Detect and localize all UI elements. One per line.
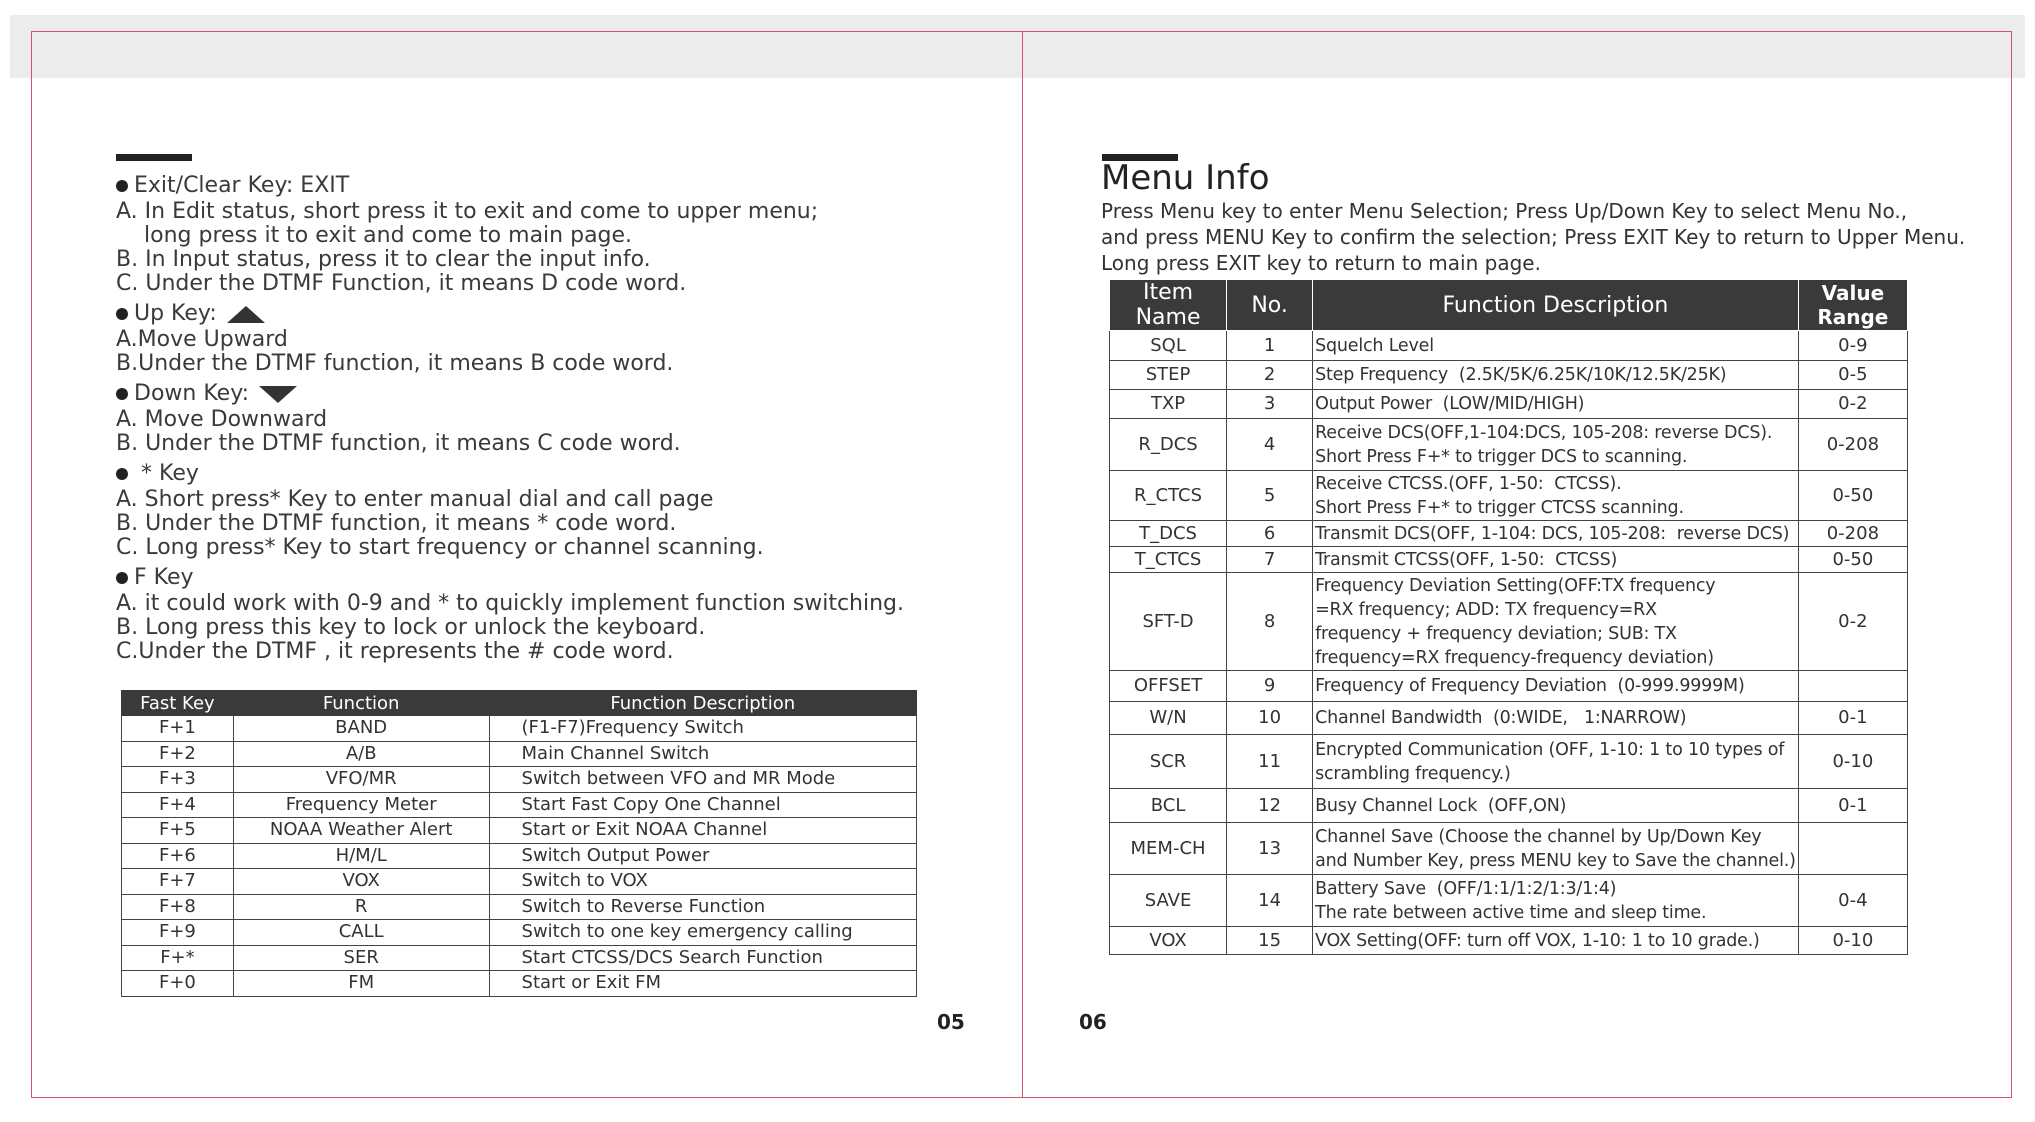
table-row xyxy=(122,920,917,946)
item-name-cell: R_CTCS xyxy=(1110,471,1227,521)
fast-key-cell: F+* xyxy=(122,945,234,971)
menu-header-row xyxy=(1110,280,1908,331)
table-row xyxy=(1110,390,1908,419)
function-header: Function xyxy=(233,691,489,716)
table-row xyxy=(1110,927,1908,955)
table-row xyxy=(122,894,917,920)
description-line: and Number Key, press MENU key to Save the channel.) xyxy=(1315,850,1796,871)
number-cell: 12 xyxy=(1227,789,1313,823)
value-range-cell: 0-10 xyxy=(1798,927,1907,955)
table-row xyxy=(122,843,917,869)
description-cell xyxy=(1313,521,1799,547)
function-cell: CALL xyxy=(233,920,489,946)
table-row xyxy=(122,716,917,742)
key-heading-text: F Key xyxy=(134,565,194,590)
number-cell: 15 xyxy=(1227,927,1313,955)
description-cell xyxy=(1313,875,1799,927)
key-description-line: C. Long press* Key to start frequency or channel scanning. xyxy=(116,535,764,560)
menu-info-table xyxy=(1109,279,1908,955)
bullet-icon xyxy=(116,468,128,480)
description-cell xyxy=(1313,927,1799,955)
fast-key-cell: F+9 xyxy=(122,920,234,946)
item-name-cell: T_DCS xyxy=(1110,521,1227,547)
description-line: Receive CTCSS.(OFF, 1-50: CTCSS). xyxy=(1315,473,1622,494)
key-heading-text: Down Key: xyxy=(134,381,250,406)
description-cell: Start CTCSS/DCS Search Function xyxy=(489,945,916,971)
fast-key-cell: F+3 xyxy=(122,767,234,793)
key-description-line: A. Short press* Key to enter manual dial and call page xyxy=(116,487,714,512)
fast-key-header-row xyxy=(122,691,917,716)
function-cell: VOX xyxy=(233,869,489,895)
function-cell: NOAA Weather Alert xyxy=(233,818,489,844)
description-cell xyxy=(1313,361,1799,390)
item-name-cell: STEP xyxy=(1110,361,1227,390)
value-range-cell: 0-2 xyxy=(1798,390,1907,419)
number-cell: 13 xyxy=(1227,823,1313,875)
key-description-line: B.Under the DTMF function, it means B code word. xyxy=(116,351,674,376)
description-cell xyxy=(1313,331,1799,361)
value-range-cell: 0-1 xyxy=(1798,789,1907,823)
table-row xyxy=(1110,735,1908,789)
key-heading xyxy=(116,380,936,408)
table-row xyxy=(1110,573,1908,671)
description-cell: Switch to one key emergency calling xyxy=(489,920,916,946)
description-cell xyxy=(1313,671,1799,702)
item-name-cell: OFFSET xyxy=(1110,671,1227,702)
key-description-line: B. Long press this key to lock or unlock the keyboard. xyxy=(116,615,706,640)
section-marker-bar xyxy=(116,154,192,161)
table-row xyxy=(122,767,917,793)
value-range-cell: 0-1 xyxy=(1798,702,1907,735)
description-line: =RX frequency; ADD: TX frequency=RX xyxy=(1315,599,1657,620)
description-cell xyxy=(1313,789,1799,823)
function-cell: VFO/MR xyxy=(233,767,489,793)
item-name-cell: R_DCS xyxy=(1110,419,1227,471)
fast-key-cell: F+0 xyxy=(122,971,234,997)
description-cell: Switch to Reverse Function xyxy=(489,894,916,920)
intro-line: Long press EXIT key to return to main page. xyxy=(1101,251,1541,275)
fast-key-cell: F+7 xyxy=(122,869,234,895)
bullet-icon xyxy=(116,308,128,320)
description-line: Short Press F+* to trigger DCS to scanning. xyxy=(1315,446,1688,467)
table-row xyxy=(122,945,917,971)
intro-line: Press Menu key to enter Menu Selection; Press Up/Down Key to select Menu No., xyxy=(1101,199,1908,223)
menu-info-intro xyxy=(1101,198,1981,276)
function-description-header: Function Description xyxy=(1313,280,1799,331)
fast-key-table xyxy=(121,690,917,997)
table-row xyxy=(1110,823,1908,875)
table-row xyxy=(1110,419,1908,471)
description-cell: (F1-F7)Frequency Switch xyxy=(489,716,916,742)
function-cell: Frequency Meter xyxy=(233,792,489,818)
description-line: Busy Channel Lock (OFF,ON) xyxy=(1315,795,1567,816)
description-cell xyxy=(1313,547,1799,573)
description-line: Channel Bandwidth (0:WIDE, 1:NARROW) xyxy=(1315,708,1687,728)
description-line: Transmit CTCSS(OFF, 1-50: CTCSS) xyxy=(1315,549,1618,570)
description-line: Step Frequency (2.5K/5K/6.25K/10K/12.5K/25K) xyxy=(1315,365,1727,385)
value-range-cell: 0-4 xyxy=(1798,875,1907,927)
number-cell: 2 xyxy=(1227,361,1313,390)
key-description-line: C. Under the DTMF Function, it means D code word. xyxy=(116,271,687,296)
key-description-line: B. In Input status, press it to clear the input info. xyxy=(116,247,651,272)
value-range-header: Value Range xyxy=(1798,280,1907,331)
up-triangle-icon xyxy=(227,306,265,323)
description-cell: Start or Exit FM xyxy=(489,971,916,997)
key-heading xyxy=(116,564,936,592)
fast-key-cell: F+1 xyxy=(122,716,234,742)
value-range-cell: 0-5 xyxy=(1798,361,1907,390)
description-line: frequency=RX frequency-frequency deviation) xyxy=(1315,647,1714,668)
table-row xyxy=(1110,875,1908,927)
function-description-header: Function Description xyxy=(489,691,916,716)
bullet-icon xyxy=(116,572,128,584)
key-heading-text: * Key xyxy=(134,461,199,486)
key-heading xyxy=(116,460,936,488)
description-line: Frequency Deviation Setting(OFF:TX frequency xyxy=(1315,575,1716,596)
key-description-line: A.Move Upward xyxy=(116,327,288,352)
number-cell: 10 xyxy=(1227,702,1313,735)
function-cell: SER xyxy=(233,945,489,971)
number-cell: 4 xyxy=(1227,419,1313,471)
value-range-cell: 0-50 xyxy=(1798,471,1907,521)
description-cell: Switch Output Power xyxy=(489,843,916,869)
description-line: Short Press F+* to trigger CTCSS scanning. xyxy=(1315,497,1684,518)
key-description-line: C.Under the DTMF , it represents the # code word. xyxy=(116,639,674,664)
description-cell: Start or Exit NOAA Channel xyxy=(489,818,916,844)
description-cell xyxy=(1313,419,1799,471)
key-description-line: A. In Edit status, short press it to exit and come to upper menu; xyxy=(116,199,819,224)
intro-line: and press MENU Key to confirm the selection; Press EXIT Key to return to Upper Menu. xyxy=(1101,225,1966,249)
fast-key-header: Fast Key xyxy=(122,691,234,716)
number-cell: 6 xyxy=(1227,521,1313,547)
bullet-icon xyxy=(116,388,128,400)
description-cell xyxy=(1313,390,1799,419)
number-cell: 11 xyxy=(1227,735,1313,789)
fast-key-cell: F+6 xyxy=(122,843,234,869)
menu-info-title: Menu Info xyxy=(1101,158,1270,198)
description-cell: Switch between VFO and MR Mode xyxy=(489,767,916,793)
bullet-icon xyxy=(116,180,128,192)
key-heading-text: Exit/Clear Key: EXIT xyxy=(134,173,350,198)
number-cell: 3 xyxy=(1227,390,1313,419)
key-description-line: B. Under the DTMF function, it means * code word. xyxy=(116,511,677,536)
number-cell: 8 xyxy=(1227,573,1313,671)
value-range-cell: 0-208 xyxy=(1798,419,1907,471)
table-row xyxy=(122,971,917,997)
page-number-right: 06 xyxy=(1079,1010,1107,1034)
value-range-cell: 0-50 xyxy=(1798,547,1907,573)
value-range-cell: 0-9 xyxy=(1798,331,1907,361)
number-cell: 5 xyxy=(1227,471,1313,521)
function-cell: H/M/L xyxy=(233,843,489,869)
description-cell: Main Channel Switch xyxy=(489,741,916,767)
description-line: Encrypted Communication (OFF, 1-10: 1 to 10 types of xyxy=(1315,739,1785,760)
item-name-cell: SFT-D xyxy=(1110,573,1227,671)
number-cell: 9 xyxy=(1227,671,1313,702)
key-description-line: A. it could work with 0-9 and * to quickly implement function switching. xyxy=(116,591,905,616)
number-header: No. xyxy=(1227,280,1313,331)
function-cell: A/B xyxy=(233,741,489,767)
value-range-cell xyxy=(1798,823,1907,875)
key-descriptions xyxy=(116,172,936,664)
description-line: Receive DCS(OFF,1-104:DCS, 105-208: reverse DCS). xyxy=(1315,422,1773,443)
description-line: scrambling frequency.) xyxy=(1315,763,1511,784)
table-row xyxy=(1110,331,1908,361)
item-name-cell: SQL xyxy=(1110,331,1227,361)
table-row xyxy=(122,869,917,895)
number-cell: 14 xyxy=(1227,875,1313,927)
description-line: frequency + frequency deviation; SUB: TX xyxy=(1315,623,1677,644)
table-row xyxy=(122,792,917,818)
table-row xyxy=(1110,521,1908,547)
description-cell xyxy=(1313,471,1799,521)
value-range-cell: 0-208 xyxy=(1798,521,1907,547)
item-name-cell: SCR xyxy=(1110,735,1227,789)
function-cell: R xyxy=(233,894,489,920)
table-row xyxy=(1110,789,1908,823)
description-line: Output Power (LOW/MID/HIGH) xyxy=(1315,394,1585,414)
item-name-cell: TXP xyxy=(1110,390,1227,419)
key-heading-text: Up Key: xyxy=(134,301,217,326)
number-cell: 7 xyxy=(1227,547,1313,573)
description-cell: Switch to VOX xyxy=(489,869,916,895)
description-line: The rate between active time and sleep time. xyxy=(1315,902,1707,923)
table-row xyxy=(1110,471,1908,521)
item-name-cell: W/N xyxy=(1110,702,1227,735)
fast-key-cell: F+4 xyxy=(122,792,234,818)
description-line: Frequency of Frequency Deviation (0-999.9999M) xyxy=(1315,676,1745,696)
table-row xyxy=(122,818,917,844)
description-cell xyxy=(1313,823,1799,875)
key-description-line: B. Under the DTMF function, it means C code word. xyxy=(116,431,681,456)
description-cell xyxy=(1313,573,1799,671)
item-name-header: Item Name xyxy=(1110,280,1227,331)
description-line: Battery Save (OFF/1:1/1:2/1:3/1:4) xyxy=(1315,878,1617,899)
value-range-cell: 0-10 xyxy=(1798,735,1907,789)
fast-key-cell: F+5 xyxy=(122,818,234,844)
table-row xyxy=(122,741,917,767)
item-name-cell: BCL xyxy=(1110,789,1227,823)
function-cell: BAND xyxy=(233,716,489,742)
value-range-cell: 0-2 xyxy=(1798,573,1907,671)
key-heading xyxy=(116,300,936,328)
item-name-cell: VOX xyxy=(1110,927,1227,955)
description-line: VOX Setting(OFF: turn off VOX, 1-10: 1 to 10 grade.) xyxy=(1315,930,1760,951)
table-row xyxy=(1110,702,1908,735)
item-name-cell: T_CTCS xyxy=(1110,547,1227,573)
description-line: Squelch Level xyxy=(1315,335,1434,356)
key-description-line: A. Move Downward xyxy=(116,407,328,432)
value-range-cell xyxy=(1798,671,1907,702)
table-row xyxy=(1110,361,1908,390)
table-row xyxy=(1110,671,1908,702)
item-name-cell: MEM-CH xyxy=(1110,823,1227,875)
down-triangle-icon xyxy=(259,386,297,403)
number-cell: 1 xyxy=(1227,331,1313,361)
page-number-left: 05 xyxy=(937,1010,965,1034)
description-line: Channel Save (Choose the channel by Up/Down Key xyxy=(1315,826,1762,847)
fast-key-cell: F+2 xyxy=(122,741,234,767)
item-name-cell: SAVE xyxy=(1110,875,1227,927)
key-description-line: long press it to exit and come to main page. xyxy=(144,223,633,248)
description-cell xyxy=(1313,702,1799,735)
description-cell: Start Fast Copy One Channel xyxy=(489,792,916,818)
table-row xyxy=(1110,547,1908,573)
function-cell: FM xyxy=(233,971,489,997)
fast-key-cell: F+8 xyxy=(122,894,234,920)
key-heading xyxy=(116,172,936,200)
description-cell xyxy=(1313,735,1799,789)
description-line: Transmit DCS(OFF, 1-104: DCS, 105-208: reverse DCS) xyxy=(1315,523,1790,544)
